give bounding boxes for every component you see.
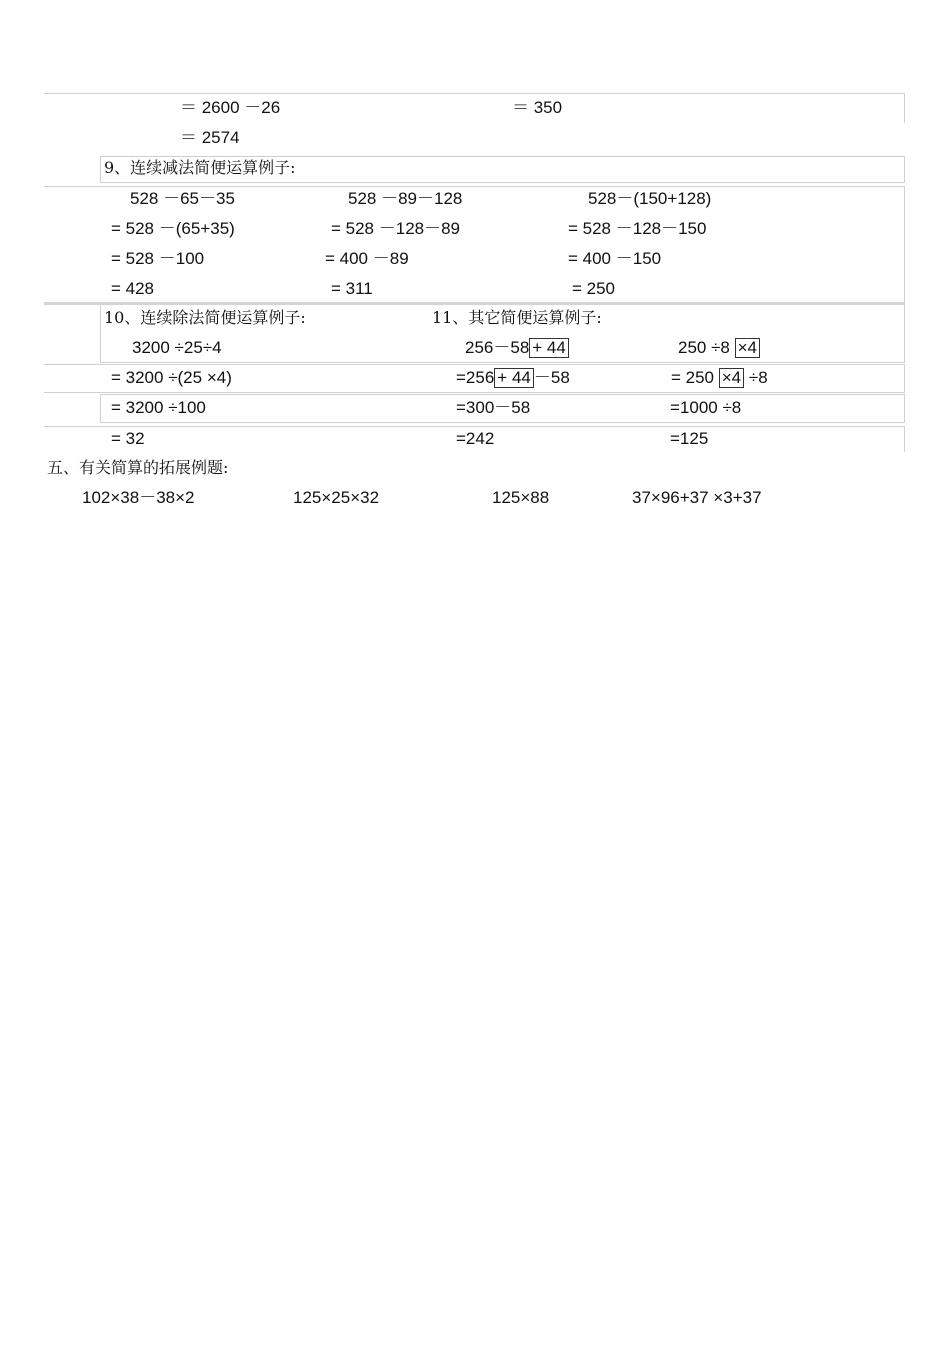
equation-line: =125	[670, 429, 709, 448]
equation-line: = 32	[111, 429, 145, 448]
equation-line: = 311	[331, 279, 373, 298]
equation-line: 528－(150+128)	[588, 189, 712, 208]
equation-line: ＝ 2574	[180, 128, 240, 147]
equation-text: = 250	[671, 368, 715, 387]
boxed-term: ×4	[735, 338, 760, 358]
rule	[100, 156, 101, 182]
boxed-term: ×4	[719, 368, 744, 388]
problem-item: 37×96+37 ×3+37	[632, 488, 762, 507]
equation-line	[465, 338, 569, 358]
equation-line: ＝ 2600 －26	[180, 98, 281, 117]
rule	[904, 426, 905, 452]
equation-text: ÷8	[748, 368, 768, 387]
rule	[904, 156, 905, 182]
boxed-term: + 44	[494, 368, 534, 388]
problem-item: 125×88	[492, 488, 550, 507]
equation-line: 3200 ÷25÷4	[132, 338, 222, 357]
rule	[44, 93, 905, 94]
equation-line: = 528 －100	[111, 249, 205, 268]
rule	[44, 302, 905, 305]
section-heading: 11、其它简便运算例子:	[432, 308, 602, 327]
section-heading: 9、连续减法简便运算例子:	[104, 158, 296, 177]
equation-line: = 528 －(65+35)	[111, 219, 235, 238]
equation-line	[456, 368, 570, 388]
equation-line: 528 －65－35	[130, 189, 235, 208]
rule	[100, 182, 905, 183]
section-heading: 10、连续除法简便运算例子:	[104, 308, 306, 327]
rule	[44, 186, 905, 187]
rule	[100, 305, 101, 362]
rule	[44, 364, 905, 365]
rule	[904, 305, 905, 362]
rule	[44, 426, 905, 427]
equation-line: 528 －89－128	[348, 189, 463, 208]
section-heading: 五、有关简算的拓展例题:	[47, 458, 229, 477]
equation-line: = 528 －128－89	[331, 219, 461, 238]
rule	[100, 394, 905, 395]
rule	[904, 364, 905, 392]
problem-item: 102×38－38×2	[82, 488, 195, 507]
equation-line: = 3200 ÷100	[111, 398, 206, 417]
equation-line: =242	[456, 429, 495, 448]
equation-line	[678, 338, 760, 358]
equation-text: 256－58	[465, 338, 530, 357]
equation-line	[671, 368, 768, 388]
equation-text: 250 ÷8	[678, 338, 730, 357]
equation-line: = 400 －150	[568, 249, 662, 268]
problem-item: 125×25×32	[293, 488, 380, 507]
rule	[100, 422, 905, 423]
rule	[100, 156, 905, 157]
equation-line: = 250	[572, 279, 616, 298]
equation-line: = 400 －89	[325, 249, 409, 268]
rule	[904, 394, 905, 422]
equation-line: =300－58	[456, 398, 531, 417]
equation-line: =1000 ÷8	[670, 398, 742, 417]
equation-line: = 3200 ÷(25 ×4)	[111, 368, 232, 387]
equation-text: =256	[456, 368, 495, 387]
equation-text: －58	[533, 368, 570, 387]
equation-line: = 428	[111, 279, 155, 298]
rule	[44, 392, 905, 393]
boxed-term: + 44	[529, 338, 569, 358]
rule	[100, 394, 101, 422]
equation-line: ＝ 350	[512, 98, 563, 117]
equation-line: = 528 －128－150	[568, 219, 707, 238]
rule	[904, 93, 905, 123]
rule	[904, 186, 905, 302]
rule	[100, 362, 905, 363]
